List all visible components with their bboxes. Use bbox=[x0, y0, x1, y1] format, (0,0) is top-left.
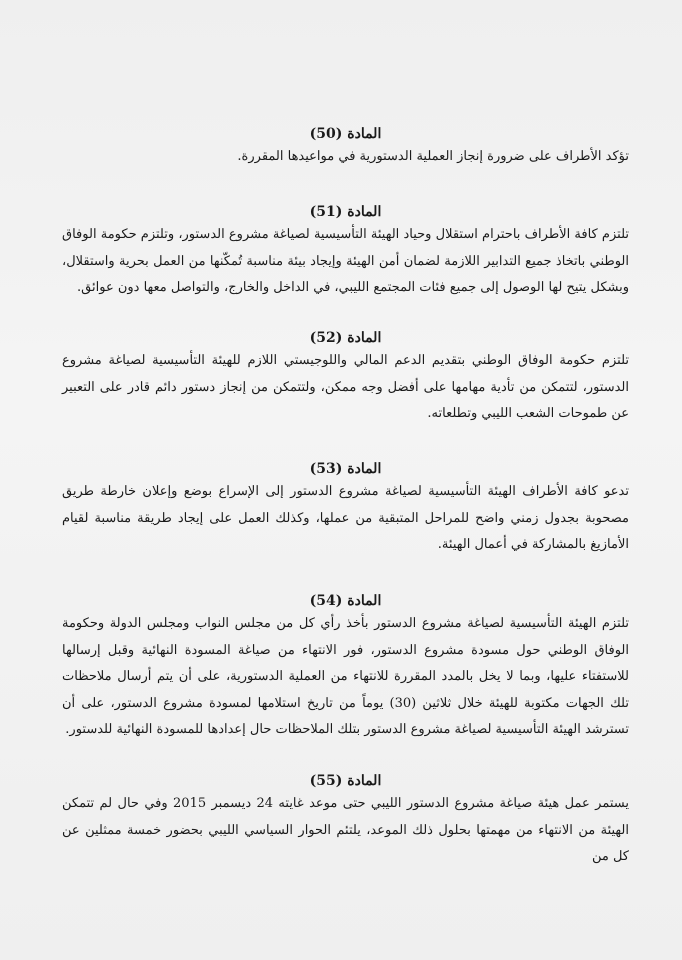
article-heading: المادة (53) bbox=[309, 461, 382, 477]
article-heading: المادة (52) bbox=[309, 330, 382, 346]
article-heading: المادة (50) bbox=[309, 126, 382, 142]
article-text: تؤكد الأطراف على ضرورة إنجاز العملية الدستورية في مواعيدها المقررة. bbox=[237, 149, 629, 164]
article-heading: المادة (54) bbox=[309, 593, 382, 609]
article-text: تلتزم حكومة الوفاق الوطني بتقديم الدعم المالي واللوجيستي اللازم للهيئة التأسيسية لصياغة مشروع الدستور، لتتمكن من تأدية مهامها على أفضل وجه ممكن، ولتتمكن من إنجاز دستور دائم قادر على التعبير عن طموحات الشعب الليبي وتطلعاته. bbox=[62, 353, 629, 421]
article-54 bbox=[62, 591, 629, 744]
article-heading: المادة (55) bbox=[309, 773, 382, 789]
article-50 bbox=[62, 124, 629, 171]
article-53 bbox=[62, 459, 629, 559]
article-text: يستمر عمل هيئة صياغة مشروع الدستور الليبي حتى موعد غايته 24 ديسمبر 2015 وفي حال لم تتمكن الهيئة من الانتهاء من مهمتها بحلول ذلك الموعد، يلتئم الحوار السياسي الليبي بحضور خمسة ممثلين عن كل من bbox=[62, 796, 629, 864]
article-52 bbox=[62, 328, 629, 428]
article-heading: المادة (51) bbox=[309, 204, 382, 220]
article-51 bbox=[62, 202, 629, 302]
article-text: تدعو كافة الأطراف الهيئة التأسيسية لصياغة مشروع الدستور إلى الإسراع بوضع وإعلان خارطة طريق مصحوبة بجدول زمني واضح للمراحل المتبقية من عملها، وكذلك العمل على إيجاد طريقة مناسبة لقيام الأمازيغ بالمشاركة في أعمال الهيئة. bbox=[62, 484, 629, 552]
article-text: تلتزم الهيئة التأسيسية لصياغة مشروع الدستور بأخذ رأي كل من مجلس النواب ومجلس الدولة وحكومة الوفاق الوطني حول مسودة مشروع الدستور، فور الانتهاء من صياغة المسودة النهائية وقبل إرسالها للاستفتاء عليها، وبما لا يخل بالمدد المقررة للانتهاء من العملية الدستورية، على أن يتم أرسال ملاحظات تلك الجهات مكتوبة للهيئة خلال ثلاثين (30) يوماً من تاريخ استلامها لمسودة مشروع الدستور، على أن تسترشد الهيئة التأسيسية لصياغة مشروع الدستور بتلك الملاحظات حال إعدادها للمسودة النهائية للدستور. bbox=[62, 616, 629, 737]
article-55 bbox=[62, 771, 629, 871]
article-text: تلتزم كافة الأطراف باحترام استقلال وحياد الهيئة التأسيسية لصياغة مشروع الدستور، وتلتزم حكومة الوفاق الوطني باتخاذ جميع التدابير اللازمة لضمان أمن الهيئة وإيجاد بيئة مناسبة تُمكّنها من العمل بحرية واستقلال، وبشكل يتيح لها الوصول إلى جميع فئات المجتمع الليبي، في الداخل والخارج، والتواصل معها دون عوائق. bbox=[62, 227, 629, 295]
